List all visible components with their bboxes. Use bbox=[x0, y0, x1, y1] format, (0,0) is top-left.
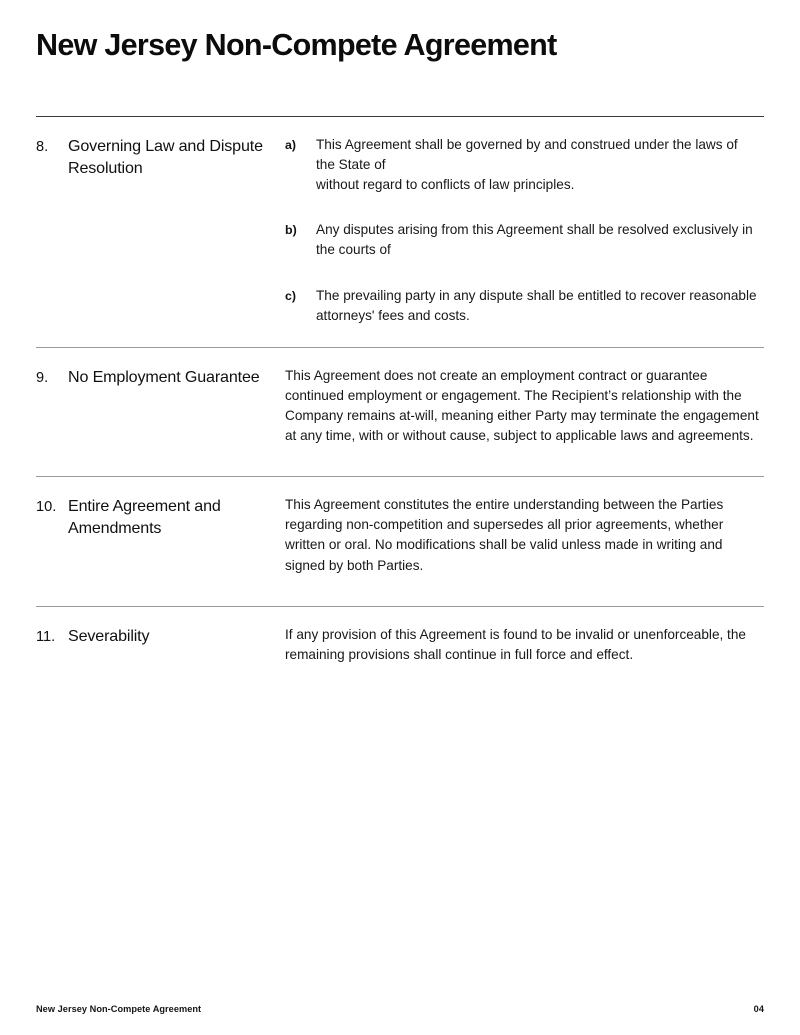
subitem-b bbox=[285, 220, 764, 260]
section-title-10-line1: Entire Agreement bbox=[68, 497, 190, 516]
subitem-a bbox=[285, 135, 764, 195]
section-title-9-line2: Guarantee bbox=[184, 367, 260, 386]
subitem-b-text bbox=[316, 220, 764, 260]
section-no-employment-guarantee bbox=[36, 348, 764, 476]
section-heading-11 bbox=[36, 625, 285, 648]
subitem-c-text bbox=[316, 286, 764, 326]
page-title: New Jersey Non-Compete Agreement bbox=[36, 28, 557, 62]
subitem-b-line2: the courts of bbox=[316, 242, 391, 258]
section-body-10-text: This Agreement constitutes the entire understanding between the Parties regarding non-competition and supersedes all prior agreements, whether written or oral. No modifications shall be valid unless made in writing and signed by both Parties. bbox=[285, 497, 724, 573]
section-heading-9 bbox=[36, 366, 285, 389]
section-title-11-line1: Severability bbox=[68, 626, 150, 645]
section-entire-agreement bbox=[36, 477, 764, 605]
footer-document-label: New Jersey Non-Compete Agreement bbox=[36, 1004, 202, 1014]
section-title-9-line1: No Employment bbox=[68, 367, 181, 386]
section-number-11: 11. bbox=[36, 628, 56, 645]
section-body-9-text: This Agreement does not create an employment contract or guarantee continued employment or engagement. The Recipient’s relationship with the Company remains at-will, meaning either Party may terminate the engagement at any time, with or without cause, subject to applicable laws and agreements. bbox=[285, 367, 759, 444]
subitem-b-line1: Any disputes arising from this Agreement shall be resolved exclusively in bbox=[316, 222, 753, 238]
subitem-b-marker: b) bbox=[285, 223, 297, 238]
section-number-9: 9. bbox=[36, 369, 49, 386]
subitem-a-line1: This Agreement shall be governed by and construed under the laws of bbox=[316, 137, 738, 152]
section-body-11 bbox=[285, 625, 764, 665]
document-content bbox=[36, 116, 764, 689]
section-title-8-line1: Governing Law and bbox=[68, 137, 206, 155]
subitem-c-line2: attorneys' fees and costs. bbox=[316, 307, 470, 323]
subitem-a-marker: a) bbox=[285, 138, 297, 152]
section-title-10 bbox=[68, 495, 277, 539]
section-heading-8 bbox=[36, 135, 285, 179]
section-governing-law bbox=[36, 117, 764, 347]
section-heading-10 bbox=[36, 495, 285, 539]
section-title-8 bbox=[68, 135, 277, 179]
section-number-8: 8. bbox=[36, 139, 49, 155]
subitem-c-marker: c) bbox=[285, 288, 297, 303]
section-body-10 bbox=[285, 495, 764, 575]
section-title-8-line2: Dispute Resolution bbox=[68, 137, 263, 178]
section-title-9 bbox=[68, 366, 260, 388]
section-body-8 bbox=[285, 135, 764, 326]
section-title-10-line2: and Amendments bbox=[68, 497, 221, 538]
subitem-a-text bbox=[316, 135, 764, 195]
subitem-a-line2: the State of bbox=[316, 157, 386, 173]
section-title-11 bbox=[68, 625, 149, 647]
section-body-9 bbox=[285, 366, 764, 446]
subitem-c-line1: The prevailing party in any dispute shall be entitled to recover reasonable bbox=[316, 287, 757, 303]
section-severability bbox=[36, 607, 764, 689]
section-number-10: 10. bbox=[36, 499, 57, 516]
subitem-a-line3: without regard to conflicts of law principles. bbox=[316, 177, 575, 193]
subitem-c bbox=[285, 286, 764, 326]
footer-page-number: 04 bbox=[753, 1004, 764, 1014]
section-body-11-text: If any provision of this Agreement is found to be invalid or unenforceable, the remaining provisions shall continue in full force and effect. bbox=[285, 626, 746, 662]
page-footer bbox=[36, 1004, 764, 1014]
